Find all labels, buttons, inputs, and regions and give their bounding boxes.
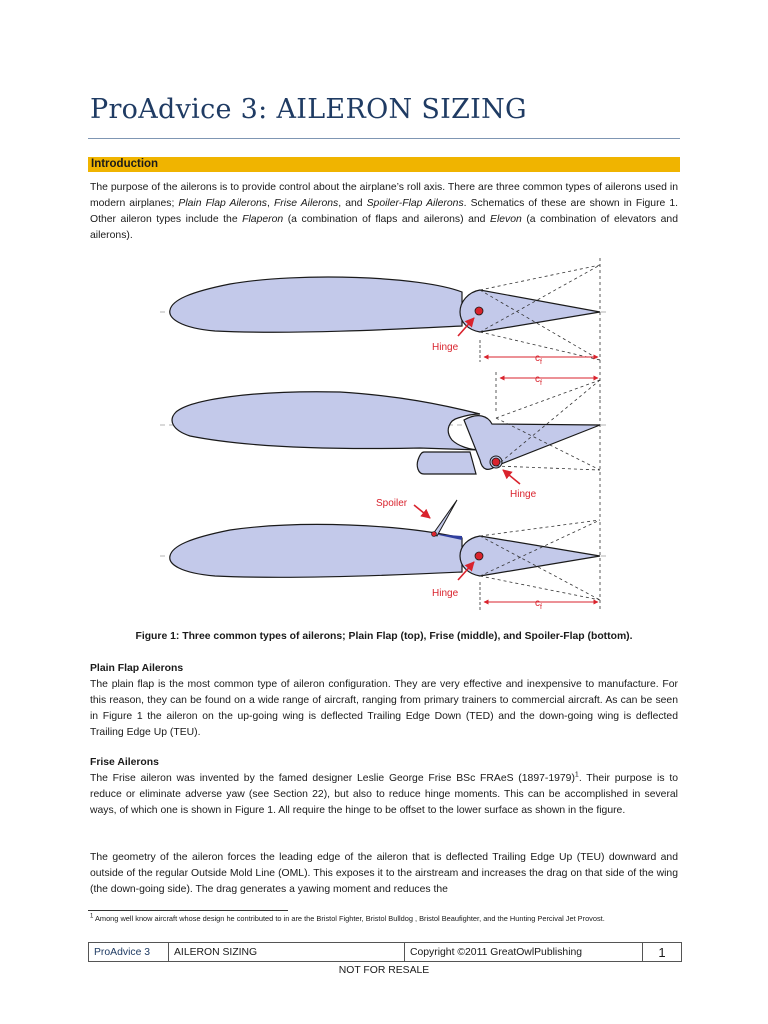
- section-heading: Introduction: [91, 158, 159, 170]
- footer-page-number: 1: [643, 943, 682, 962]
- plain-flap-airfoil: [160, 258, 610, 400]
- footer-doc-title: AILERON SIZING: [169, 943, 405, 962]
- spoiler-flap-airfoil: [160, 498, 610, 612]
- intro-text-3: (a combination of flaps and ailerons) and: [283, 214, 491, 225]
- intro-term-elevon: Elevon: [490, 214, 522, 225]
- footer-doc-id: ProAdvice 3: [89, 943, 169, 962]
- cf-label-top: $c_f$: [535, 353, 542, 366]
- hinge-label-middle: Hinge: [510, 489, 537, 500]
- spoiler-label: Spoiler: [376, 498, 408, 509]
- intro-sep-2: , and: [338, 198, 367, 209]
- intro-term-plain: Plain Flap Ailerons: [178, 198, 267, 209]
- not-for-resale-notice: NOT FOR RESALE: [338, 965, 430, 976]
- intro-text-4: (a combination of elevators and ailerons).: [90, 214, 678, 241]
- intro-paragraph: [90, 180, 678, 244]
- intro-text-1: The purpose of the ailerons is to provide control about the airplane’s roll axis. There are three common types of ailerons used in modern airplanes;: [90, 182, 678, 209]
- footnote-mark: 1: [90, 913, 94, 920]
- footer-table: [88, 942, 682, 962]
- footnote-reference: 1: [574, 771, 579, 779]
- cf-label-middle: $c_f$: [535, 374, 542, 387]
- frise-paragraph-2: The geometry of the aileron forces the leading edge of the aileron that is deflected Trailing Edge Up (TEU) downward and outside of the regular Outside Mold Line (OML). This exposes it to the airstream and increases the drag on that side of the wing (the down-going side). The drag generates a yawing moment and reduces the: [90, 852, 678, 895]
- intro-text-2: . Schematics of these are shown in Figure 1. Other aileron types include the: [90, 198, 679, 225]
- hinge-label-bottom: Hinge: [432, 588, 459, 599]
- plain-flap-heading: Plain Flap Ailerons: [90, 663, 184, 674]
- section-heading-bar: [88, 157, 680, 172]
- frise-paragraph-1: [90, 771, 678, 819]
- plain-flap-paragraph: The plain flap is the most common type of aileron configuration. They are very effective and inexpensive to manufacture. For this reason, they can be found on a wide range of aircraft, ranging from primary trainers to commercial aircraft. As can be seen in Figure 1 the aileron on the up-going wing is deflected Trailing Edge Down (TED) and the down-going wing is deflected Trailing Edge Up (TEU).: [90, 679, 678, 738]
- figure-caption: Figure 1: Three common types of ailerons; Plain Flap (top), Frise (middle), and Spoiler-Flap (bottom).: [135, 631, 633, 642]
- frise-text-b: . Their purpose is to reduce or eliminate adverse yaw (see Section 22), but also to reduce hinge moments. This can be accomplished in several ways, of which one is shown in Figure 1. All require the hinge to be offset to the lower surface as shown in the figure.: [90, 773, 678, 816]
- cf-label-bottom: $c_f$: [535, 598, 542, 611]
- hinge-label-top: Hinge: [432, 342, 459, 353]
- frise-text-a: The Frise aileron was invented by the famed designer Leslie George Frise BSc FRAeS (1897-1979): [90, 773, 575, 784]
- intro-term-frise: Frise Ailerons: [273, 198, 339, 209]
- aileron-types-figure: [150, 258, 630, 620]
- footnote-text: Among well know aircraft whose design he contributed to in are the Bristol Fighter, Bristol Bulldog , Bristol Beaufighter, and the Hunting Percival Jet Provost.: [93, 914, 605, 923]
- footnote: [90, 913, 678, 925]
- footer-copyright: Copyright ©2011 GreatOwlPublishing: [405, 943, 643, 962]
- intro-term-flaperon: Flaperon: [242, 214, 284, 225]
- footnote-rule: [88, 910, 288, 911]
- page-title: ProAdvice 3: AILERON SIZING: [90, 94, 527, 125]
- intro-sep-1: ,: [267, 198, 274, 209]
- frise-heading: Frise Ailerons: [90, 757, 159, 768]
- title-rule: [88, 138, 680, 139]
- intro-term-spoiler: Spoiler-Flap Ailerons: [366, 198, 464, 209]
